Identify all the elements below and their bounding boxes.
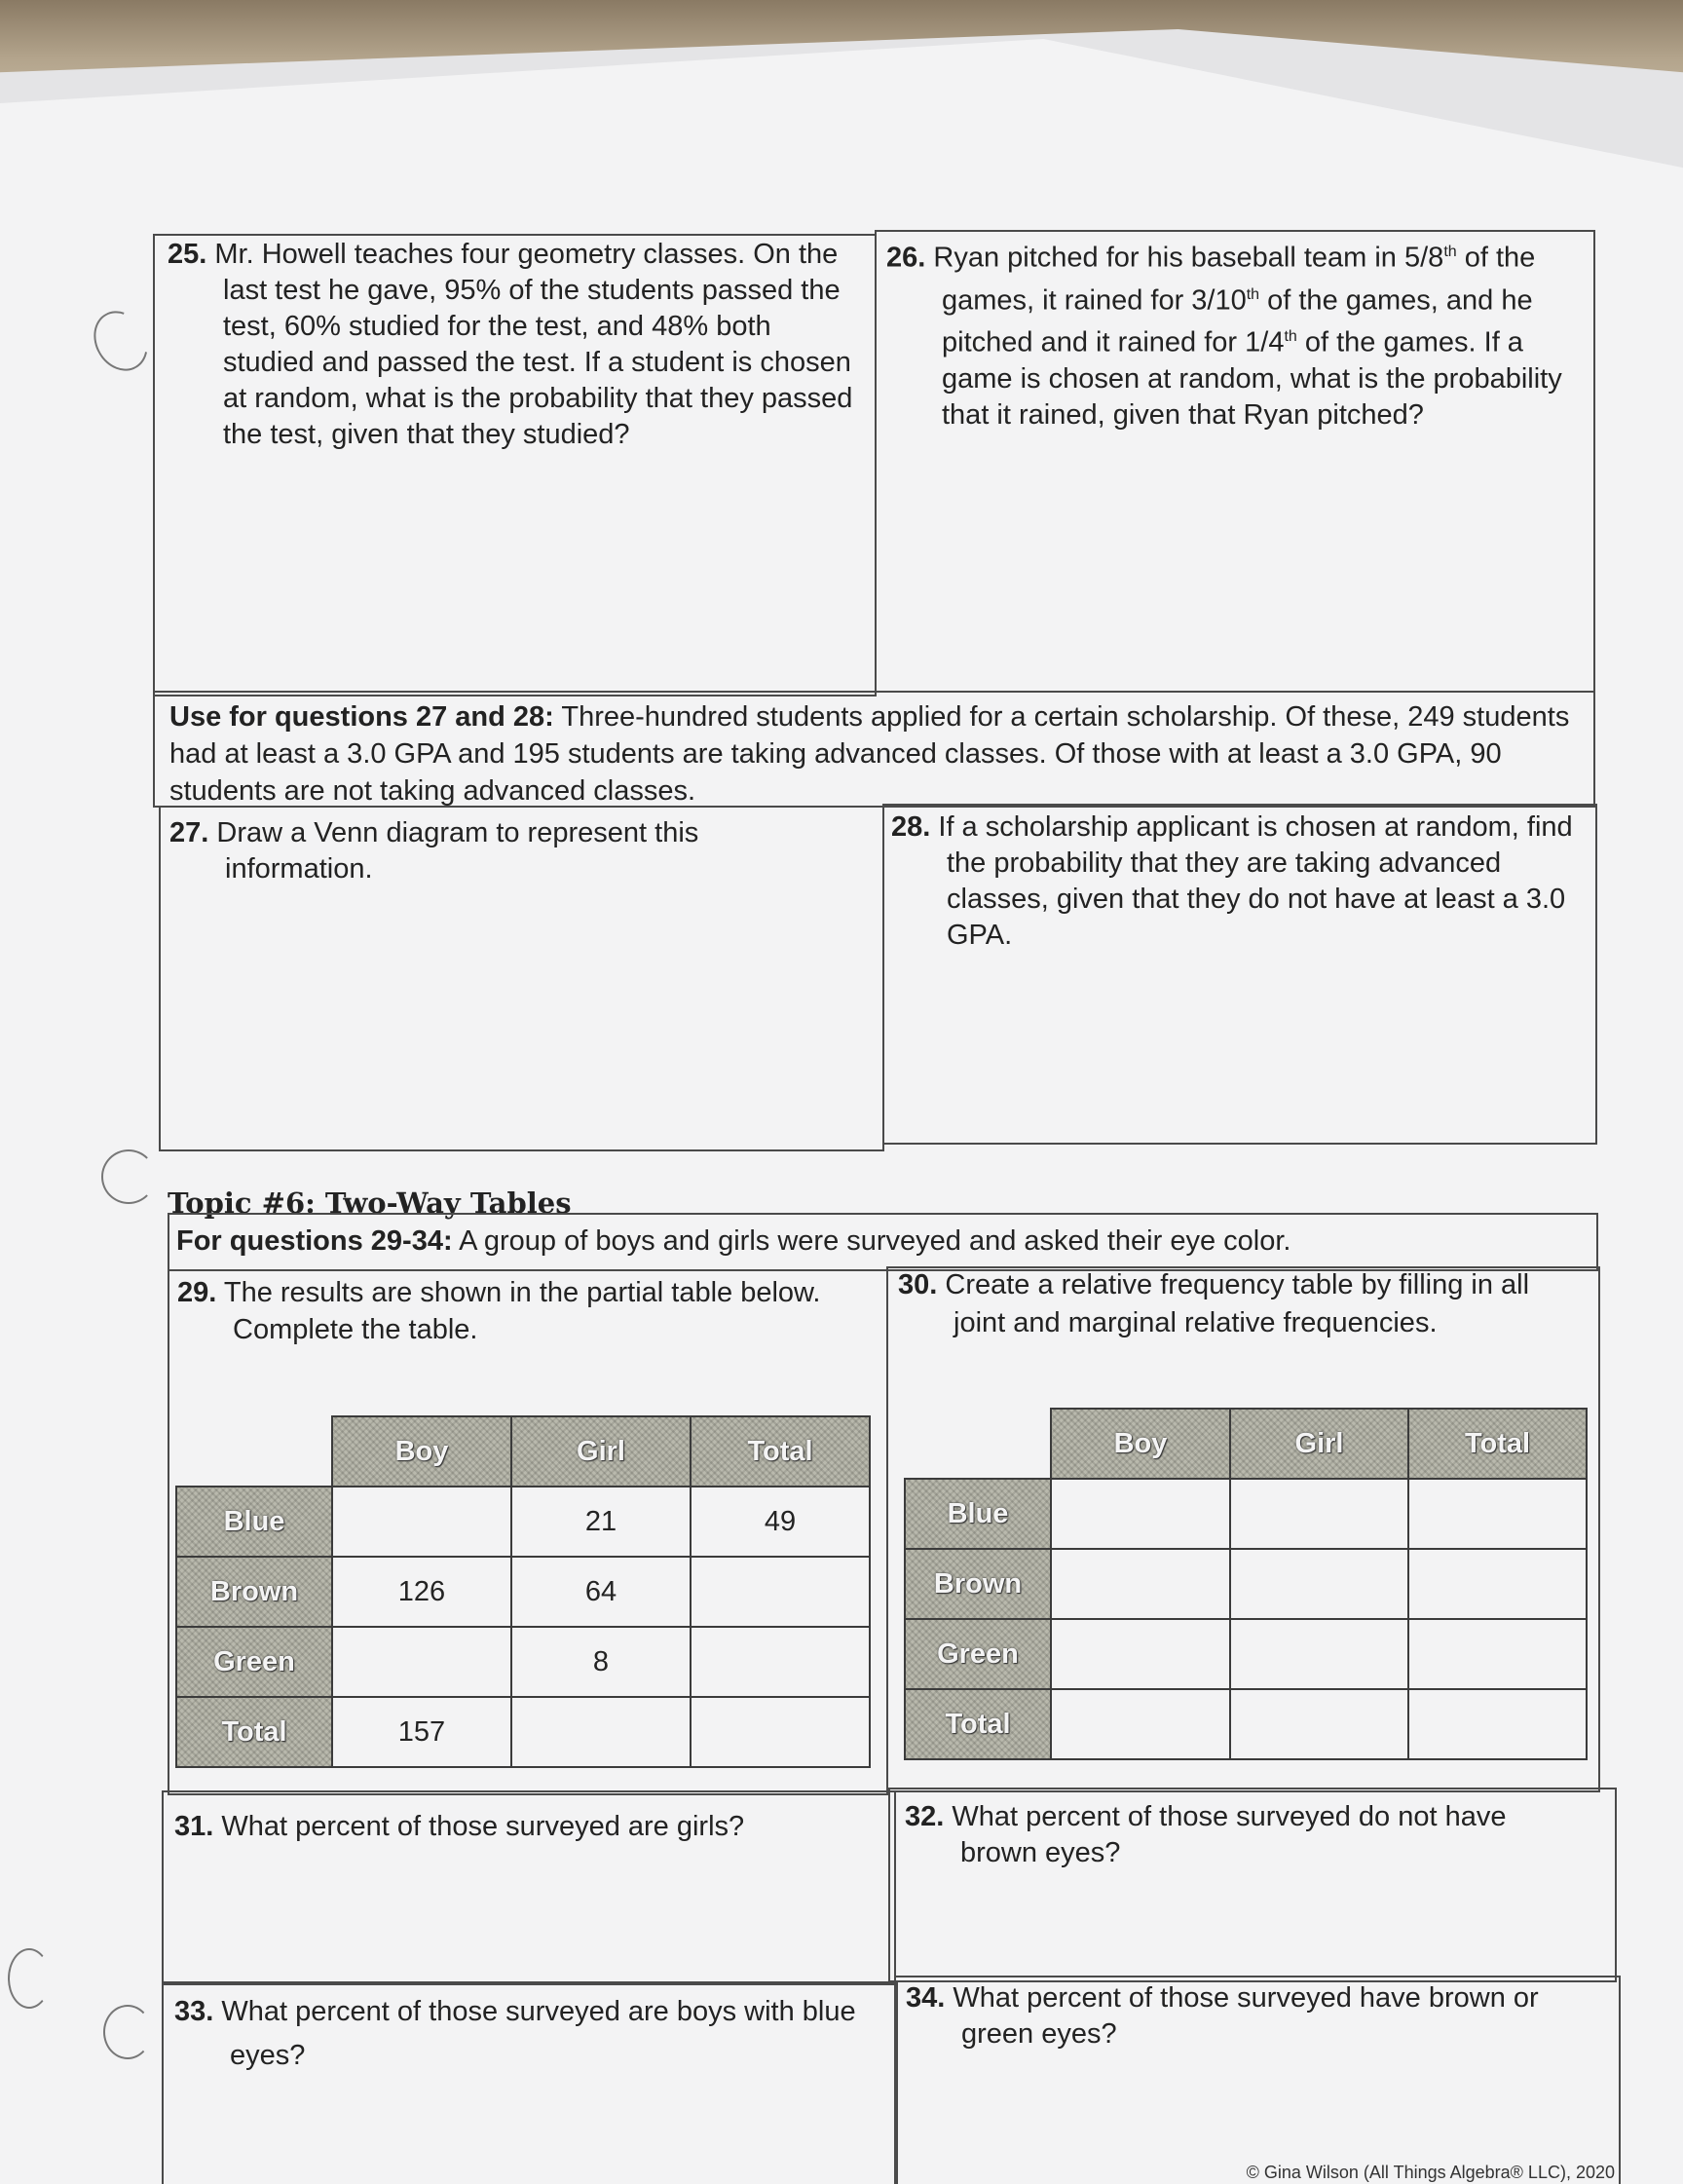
- table-29-header-total: Total: [691, 1416, 870, 1487]
- question-34-number: 34.: [906, 1982, 946, 2014]
- table-29-cell[interactable]: 21: [511, 1487, 691, 1557]
- table-29: [175, 1415, 871, 1768]
- table-29-cell[interactable]: [332, 1627, 511, 1697]
- table-30-row-blue: [905, 1479, 1587, 1549]
- table-29-corner: [176, 1416, 332, 1487]
- question-33: [174, 1990, 876, 2078]
- question-26-text-d: of the games. If a game is chosen at random, what is the probability that it rained, given that Ryan pitched?: [942, 326, 1562, 431]
- table-29-row-label: Brown: [176, 1557, 332, 1627]
- table-30: [904, 1408, 1588, 1760]
- table-30-header-girl: Girl: [1230, 1409, 1408, 1479]
- question-26-text-b: of the games, it rained for 3/10: [942, 242, 1536, 317]
- question-32-number: 32.: [905, 1801, 945, 1832]
- table-30-header-total: Total: [1408, 1409, 1587, 1479]
- question-33-text: What percent of those surveyed are boys with blue eyes?: [221, 1996, 856, 2071]
- table-29-cell[interactable]: [691, 1697, 870, 1767]
- table-30-corner: [905, 1409, 1051, 1479]
- use-29-34-text: A group of boys and girls were surveyed and asked their eye color.: [452, 1225, 1291, 1257]
- question-32: [905, 1799, 1587, 1871]
- table-29-cell[interactable]: 157: [332, 1697, 511, 1767]
- question-26-number: 26.: [886, 242, 926, 274]
- table-29-cell[interactable]: 8: [511, 1627, 691, 1697]
- table-29-cell[interactable]: [691, 1557, 870, 1627]
- question-28: [891, 810, 1573, 954]
- question-25-number: 25.: [168, 239, 207, 270]
- table-29-header-boy: Boy: [332, 1416, 511, 1487]
- table-30-row-label: Green: [905, 1619, 1051, 1689]
- table-29-cell[interactable]: [511, 1697, 691, 1767]
- hole-punch-mark: [103, 2005, 152, 2059]
- question-32-text: What percent of those surveyed do not have brown eyes?: [952, 1801, 1507, 1868]
- question-34-text: What percent of those surveyed have brown or green eyes?: [953, 1982, 1539, 2050]
- question-29: [177, 1274, 859, 1348]
- question-28-text: If a scholarship applicant is chosen at random, find the probability that they are taking advanced classes, given that they do not have at least a 3.0 GPA.: [938, 811, 1573, 951]
- table-29-cell[interactable]: 64: [511, 1557, 691, 1627]
- table-30-cell[interactable]: [1051, 1479, 1230, 1549]
- table-30-row-label: Brown: [905, 1549, 1051, 1619]
- question-34: [906, 1980, 1588, 2052]
- use-29-34-lead: For questions 29-34:: [176, 1225, 453, 1257]
- copyright-footer: © Gina Wilson (All Things Algebra® LLC), 2020: [1246, 2163, 1615, 2182]
- question-26-text-a: Ryan pitched for his baseball team in 5/8: [933, 242, 1444, 274]
- question-30: [898, 1266, 1580, 1342]
- table-29-row-blue: [176, 1487, 870, 1557]
- table-29-row-label: Blue: [176, 1487, 332, 1557]
- table-30-cell[interactable]: [1408, 1479, 1587, 1549]
- table-29-row-brown: [176, 1557, 870, 1627]
- use-27-28-lead: Use for questions 27 and 28:: [169, 701, 554, 733]
- question-25-text: Mr. Howell teaches four geometry classes. On the last test he gave, 95% of the students passed the test, 60% studied for the test, and 48% both studied and passed the test. If a student is chosen at random, what is the probability that they passed the test, given that they studied?: [214, 239, 853, 450]
- hole-punch-mark: [101, 1149, 156, 1204]
- table-30-header-row: [905, 1409, 1587, 1479]
- question-26-sup-a: th: [1443, 244, 1457, 260]
- table-29-cell[interactable]: 49: [691, 1487, 870, 1557]
- use-27-28-instructions: [169, 698, 1582, 810]
- table-30-cell[interactable]: [1230, 1619, 1408, 1689]
- use-27-28-text: Three-hundred students applied for a certain scholarship. Of these, 249 students had at least a 3.0 GPA and 195 students are taking advanced classes. Of those with at least a 3.0 GPA, 90 students are not taking advanced classes.: [169, 701, 1570, 807]
- table-30-cell[interactable]: [1051, 1619, 1230, 1689]
- question-27-text: Draw a Venn diagram to represent this information.: [216, 817, 699, 885]
- question-26-text-c: of the games, and he pitched and it rained for 1/4: [942, 284, 1533, 358]
- table-30-row-total: [905, 1689, 1587, 1759]
- question-26-sup-c: th: [1284, 328, 1297, 346]
- table-29-cell[interactable]: [691, 1627, 870, 1697]
- table-30-cell[interactable]: [1230, 1689, 1408, 1759]
- question-30-text: Create a relative frequency table by filling in all joint and marginal relative frequencies.: [945, 1269, 1530, 1338]
- table-30-row-label: Total: [905, 1689, 1051, 1759]
- table-30-cell[interactable]: [1051, 1549, 1230, 1619]
- question-27: [169, 815, 851, 887]
- table-30-cell[interactable]: [1051, 1689, 1230, 1759]
- question-28-number: 28.: [891, 811, 931, 843]
- use-29-34-instructions: [176, 1224, 1579, 1260]
- question-29-number: 29.: [177, 1277, 217, 1308]
- table-29-cell[interactable]: 126: [332, 1557, 511, 1627]
- table-30-row-brown: [905, 1549, 1587, 1619]
- table-29-header-row: [176, 1416, 870, 1487]
- table-30-cell[interactable]: [1408, 1549, 1587, 1619]
- question-27-number: 27.: [169, 817, 209, 848]
- hole-punch-mark: [8, 1948, 51, 2009]
- table-30-header-boy: Boy: [1051, 1409, 1230, 1479]
- question-31: [174, 1809, 876, 1845]
- table-30-cell[interactable]: [1230, 1549, 1408, 1619]
- table-30-cell[interactable]: [1408, 1619, 1587, 1689]
- table-30-row-green: [905, 1619, 1587, 1689]
- table-29-row-green: [176, 1627, 870, 1697]
- question-30-number: 30.: [898, 1269, 938, 1300]
- question-29-text: The results are shown in the partial table below. Complete the table.: [223, 1277, 821, 1345]
- table-29-row-label: Total: [176, 1697, 332, 1767]
- table-29-cell[interactable]: [332, 1487, 511, 1557]
- table-29-row-total: [176, 1697, 870, 1767]
- question-33-number: 33.: [174, 1996, 214, 2027]
- table-30-cell[interactable]: [1230, 1479, 1408, 1549]
- table-29-header-girl: Girl: [511, 1416, 691, 1487]
- topic-heading: Topic #6: Two-Way Tables: [168, 1186, 572, 1220]
- table-30-cell[interactable]: [1408, 1689, 1587, 1759]
- table-29-row-label: Green: [176, 1627, 332, 1697]
- table-30-row-label: Blue: [905, 1479, 1051, 1549]
- question-31-number: 31.: [174, 1811, 214, 1842]
- question-26: [886, 234, 1586, 433]
- question-25: [168, 237, 864, 453]
- question-26-sup-b: th: [1246, 285, 1260, 303]
- question-31-text: What percent of those surveyed are girls?: [221, 1811, 745, 1842]
